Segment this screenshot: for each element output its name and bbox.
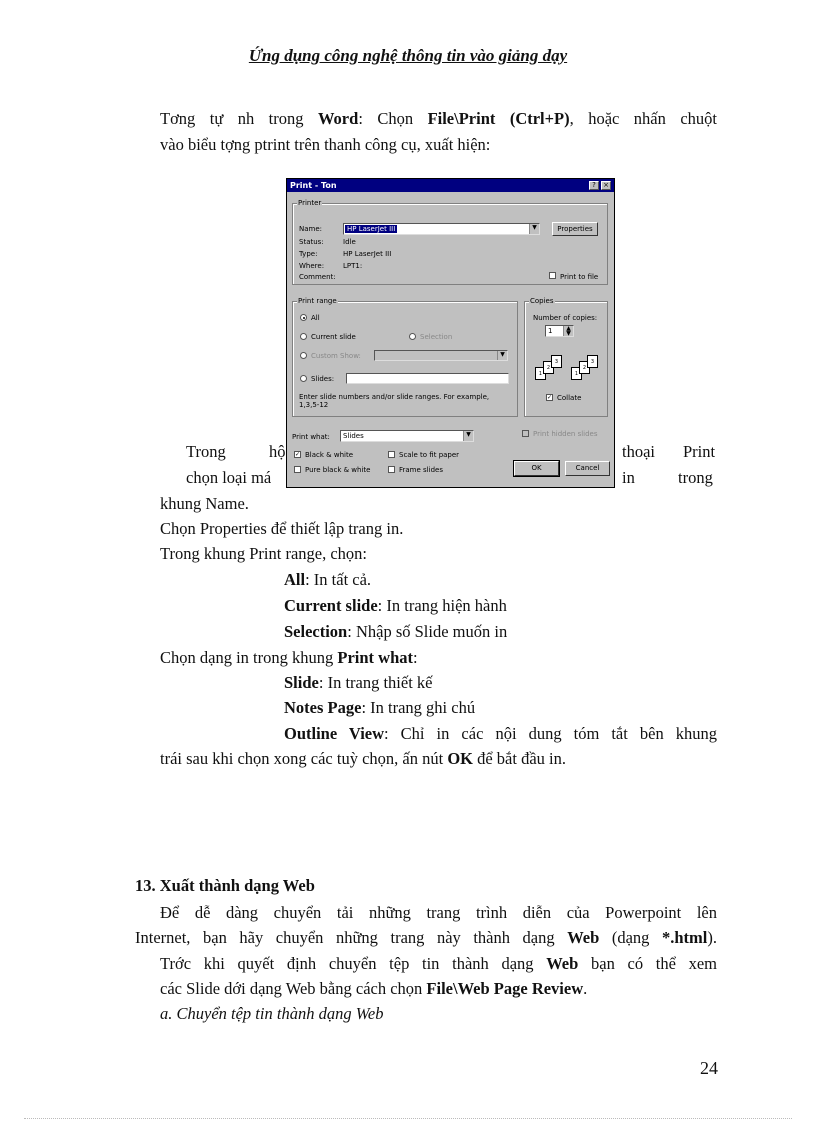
chevron-down-icon: ▼ bbox=[497, 351, 507, 360]
selection-radio[interactable] bbox=[409, 333, 416, 340]
slides-hint: Enter slide numbers and/or slide ranges. For example, 1,3,5-12 bbox=[299, 393, 490, 409]
section-heading: 13. Xuất thành dạng Web bbox=[135, 876, 315, 895]
print-to-file-label: Print to file bbox=[560, 273, 599, 281]
print-hidden-checkbox[interactable] bbox=[522, 430, 529, 437]
frame-slides-label: Frame slides bbox=[399, 466, 443, 474]
footer-divider bbox=[24, 1118, 792, 1119]
body-line: All: In tất cả. bbox=[284, 570, 372, 589]
printer-group: Printer bbox=[292, 203, 608, 285]
status-label: Status: bbox=[299, 238, 324, 246]
all-label: All bbox=[311, 314, 320, 322]
print-what-select[interactable]: Slides ▼ bbox=[340, 430, 474, 442]
collate-page-icon: 3 bbox=[587, 355, 598, 368]
collate-page-icon: 2 bbox=[579, 361, 590, 374]
body-line: Notes Page: In trang ghi chú bbox=[284, 698, 476, 717]
black-white-checkbox[interactable]: ✓ bbox=[295, 451, 301, 458]
body-line: Trong khung Print range, chọn: bbox=[160, 544, 368, 563]
collate-page-icon: 3 bbox=[551, 355, 562, 368]
body-line: Chọn Properties để thiết lập trang in. bbox=[160, 519, 404, 538]
body-line: khung Name. bbox=[160, 494, 249, 513]
print-range-group: Print range bbox=[292, 301, 518, 417]
collate-checkbox[interactable]: ✓ bbox=[547, 394, 553, 401]
where-label: Where: bbox=[299, 262, 325, 270]
name-label: Name: bbox=[299, 225, 323, 233]
page-header: Ứng dụng công nghệ thông tin vào giảng dạy bbox=[248, 46, 568, 65]
comment-label: Comment: bbox=[299, 273, 336, 281]
spinner-arrows-icon[interactable]: ▲ ▼ bbox=[563, 326, 573, 336]
slides-radio[interactable] bbox=[300, 375, 307, 382]
type-value: HP LaserJet III bbox=[343, 250, 392, 258]
intro-line-1: Tơng tự nh trong Word: Chọn File\Print (Ctrl+P), hoặc nhấn chuột bbox=[160, 109, 717, 128]
where-value: LPT1: bbox=[343, 262, 363, 270]
section-line: Trớc khi quyết định chuyển tệp tin thành dạng Web bạn có thể xem bbox=[160, 954, 718, 973]
current-slide-label: Current slide bbox=[311, 333, 356, 341]
para-word: in bbox=[622, 468, 635, 487]
print-hidden-label: Print hidden slides bbox=[533, 430, 598, 438]
type-label: Type: bbox=[299, 250, 318, 258]
slides-label: Slides: bbox=[311, 375, 335, 383]
frame-slides-checkbox[interactable] bbox=[388, 466, 395, 473]
pure-black-white-checkbox[interactable] bbox=[294, 466, 301, 473]
para-word: thoại bbox=[622, 442, 655, 461]
body-line: Selection: Nhập số Slide muốn in bbox=[284, 622, 508, 641]
black-white-label: Black & white bbox=[305, 451, 354, 459]
scale-to-fit-checkbox[interactable] bbox=[388, 451, 395, 458]
properties-button[interactable]: Properties bbox=[552, 222, 598, 236]
page-number: 24 bbox=[700, 1058, 718, 1078]
help-button[interactable]: ? bbox=[589, 181, 599, 190]
collate-page-icon: 1 bbox=[571, 367, 582, 380]
selection-label: Selection bbox=[420, 333, 453, 341]
copies-spinner[interactable]: 1 ▲ ▼ bbox=[545, 325, 574, 337]
copies-group: Copies bbox=[524, 301, 608, 417]
collate-label: Collate bbox=[557, 394, 582, 402]
close-button[interactable]: × bbox=[601, 181, 611, 190]
print-to-file-checkbox[interactable] bbox=[549, 272, 556, 279]
section-line: Để dễ dàng chuyển tải những trang trình diễn của Powerpoint lên bbox=[160, 903, 717, 922]
dialog-titlebar: Print - Ton bbox=[287, 179, 614, 192]
chevron-down-icon: ▼ bbox=[463, 431, 473, 441]
intro-line-2: vào biểu tợng ptrint trên thanh công cụ, xuất hiện: bbox=[160, 135, 491, 154]
print-dialog bbox=[286, 178, 615, 488]
status-value: Idle bbox=[343, 238, 356, 246]
body-line: Chọn dạng in trong khung Print what: bbox=[160, 648, 418, 667]
para-word: hộ bbox=[269, 442, 286, 461]
body-line: trái sau khi chọn xong các tuỳ chọn, ấn nút OK để bắt đầu in. bbox=[160, 749, 566, 768]
collate-page-icon: 1 bbox=[535, 367, 546, 380]
all-radio[interactable] bbox=[300, 314, 307, 321]
subsection-heading: a. Chuyển tệp tin thành dạng Web bbox=[160, 1004, 384, 1023]
cancel-button[interactable]: Cancel bbox=[565, 461, 610, 476]
para-word: trong bbox=[678, 468, 713, 487]
print-what-label: Print what: bbox=[292, 433, 330, 441]
ok-button[interactable]: OK bbox=[514, 461, 559, 476]
number-of-copies-label: Number of copies: bbox=[533, 314, 598, 322]
section-line: các Slide dới dạng Web bằng cách chọn File\Web Page Review. bbox=[160, 979, 588, 998]
scale-to-fit-label: Scale to fit paper bbox=[399, 451, 460, 459]
slides-input[interactable] bbox=[346, 373, 509, 384]
custom-show-select[interactable] bbox=[374, 350, 508, 361]
custom-show-radio[interactable] bbox=[300, 352, 307, 359]
current-slide-radio[interactable] bbox=[300, 333, 307, 340]
custom-show-label: Custom Show: bbox=[311, 352, 361, 360]
section-line: Internet, bạn hãy chuyển những trang này thành dạng Web (dạng *.html). bbox=[135, 928, 717, 947]
pure-black-white-label: Pure black & white bbox=[305, 466, 371, 474]
body-line: Outline View: Chỉ in các nội dung tóm tắt bên khung bbox=[284, 724, 717, 743]
printer-name-select[interactable]: HP LaserJet III ▼ bbox=[343, 223, 540, 235]
para-word: Print bbox=[683, 442, 716, 461]
para-word: chọn loại má bbox=[186, 468, 272, 487]
chevron-down-icon: ▼ bbox=[529, 224, 539, 234]
collate-page-icon: 2 bbox=[543, 361, 554, 374]
body-line: Current slide: In trang hiện hành bbox=[284, 596, 507, 615]
body-line: Slide: In trang thiết kế bbox=[284, 673, 433, 692]
para-word: Trong bbox=[186, 442, 226, 461]
